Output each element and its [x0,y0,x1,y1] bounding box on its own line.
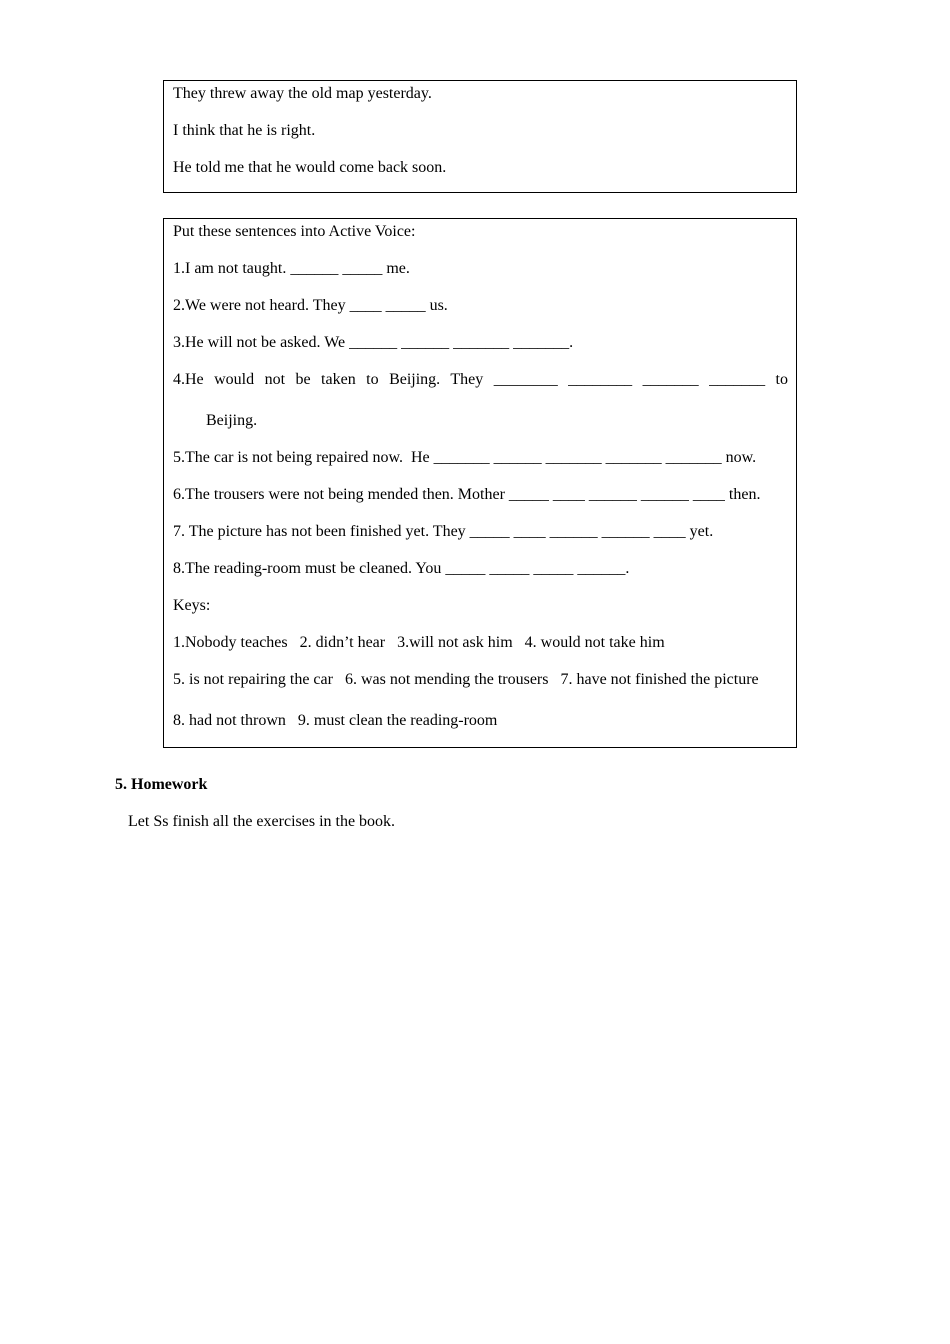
keys-label: Keys: [173,597,211,614]
exercise-q7: 7. The picture has not been finished yet. They _____ ____ ______ ______ ____ yet. [173,523,714,540]
exercise-q3: 3.He will not be asked. We ______ ______ _______ _______. [173,334,574,351]
exercise-q4: 4.He would not be taken to Beijing. They ________ ________ _______ _______ to [173,371,788,388]
homework-text: Let Ss finish all the exercises in the book. [128,813,396,830]
example-sentence-1: They threw away the old map yesterday. [173,85,432,102]
homework-heading: 5. Homework [115,776,208,793]
example-sentence-3: He told me that he would come back soon. [173,159,447,176]
keys-line-1: 1.Nobody teaches 2. didn’t hear 3.will not ask him 4. would not take him [173,634,665,651]
example-sentences-box [163,80,797,193]
exercise-q5: 5.The car is not being repaired now. He _______ ______ _______ _______ _______ now. [173,449,757,466]
exercise-heading: Put these sentences into Active Voice: [173,223,416,240]
keys-line-3: 8. had not thrown 9. must clean the reading-room [173,712,498,729]
exercise-q8: 8.The reading-room must be cleaned. You _____ _____ _____ ______. [173,560,630,577]
exercise-q2: 2.We were not heard. They ____ _____ us. [173,297,448,314]
exercise-q4-continuation: Beijing. [206,412,258,429]
exercise-q1: 1.I am not taught. ______ _____ me. [173,260,410,277]
example-sentence-2: I think that he is right. [173,122,316,139]
keys-line-2: 5. is not repairing the car 6. was not mending the trousers 7. have not finished the picture [173,671,759,688]
exercise-q6: 6.The trousers were not being mended then. Mother _____ ____ ______ ______ ____ then. [173,486,761,503]
exercise-box [163,218,797,748]
